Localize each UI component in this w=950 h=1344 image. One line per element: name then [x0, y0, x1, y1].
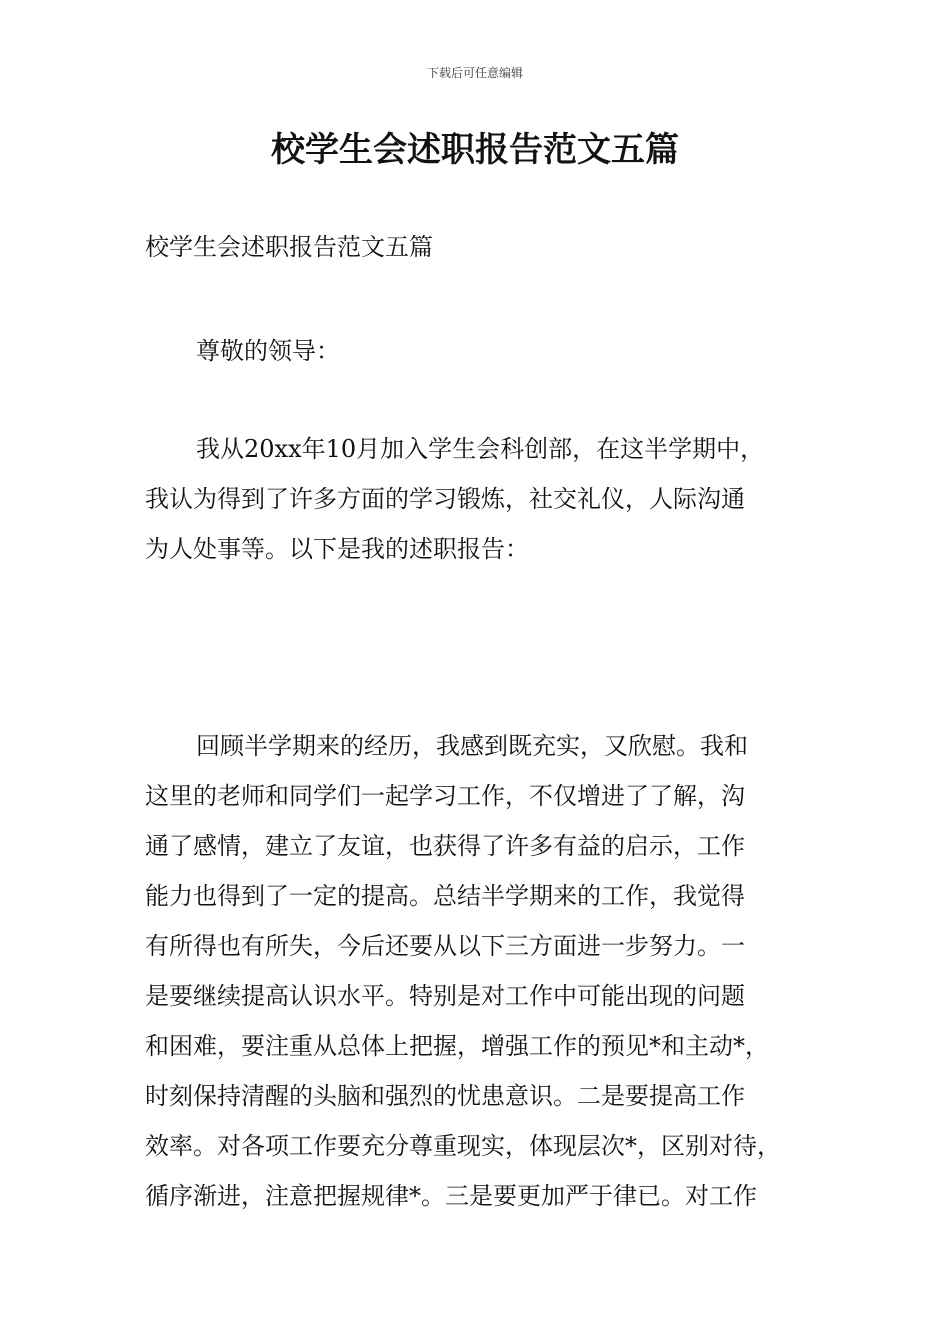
paragraph-line: 回顾半学期来的经历，我感到既充实，又欣慰。我和 — [196, 732, 748, 760]
paragraph-line: 是要继续提高认识水平。特别是对工作中可能出现的问题 — [145, 982, 745, 1010]
document-subtitle: 校学生会述职报告范文五篇 — [145, 233, 433, 261]
paragraph-line: 我从20xx年10月加入学生会科创部，在这半学期中， — [196, 435, 765, 463]
paragraph-line: 我认为得到了许多方面的学习锻炼，社交礼仪，人际沟通 — [145, 485, 745, 513]
paragraph-line: 能力也得到了一定的提高。总结半学期来的工作，我觉得 — [145, 882, 745, 910]
salutation: 尊敬的领导： — [196, 337, 340, 365]
paragraph-line: 通了感情，建立了友谊，也获得了许多有益的启示，工作 — [145, 832, 745, 860]
paragraph-intro — [145, 424, 835, 574]
paragraph-review — [145, 721, 835, 1221]
paragraph-line: 和困难，要注重从总体上把握，增强工作的预见*和主动*， — [145, 1032, 769, 1060]
paragraph-line: 这里的老师和同学们一起学习工作，不仅增进了了解，沟 — [145, 782, 745, 810]
header-note: 下载后可任意编辑 — [426, 66, 523, 80]
paragraph-line: 有所得也有所失，今后还要从以下三方面进一步努力。一 — [145, 932, 745, 960]
document-title: 校学生会述职报告范文五篇 — [271, 130, 679, 170]
paragraph-line: 时刻保持清醒的头脑和强烈的忧患意识。二是要提高工作 — [145, 1082, 745, 1110]
paragraph-line: 循序渐进，注意把握规律*。三是要更加严于律已。对工作 — [145, 1182, 757, 1210]
paragraph-line: 为人处事等。以下是我的述职报告： — [145, 535, 529, 563]
paragraph-line: 效率。对各项工作要充分尊重现实，体现层次*，区别对待， — [145, 1132, 781, 1160]
